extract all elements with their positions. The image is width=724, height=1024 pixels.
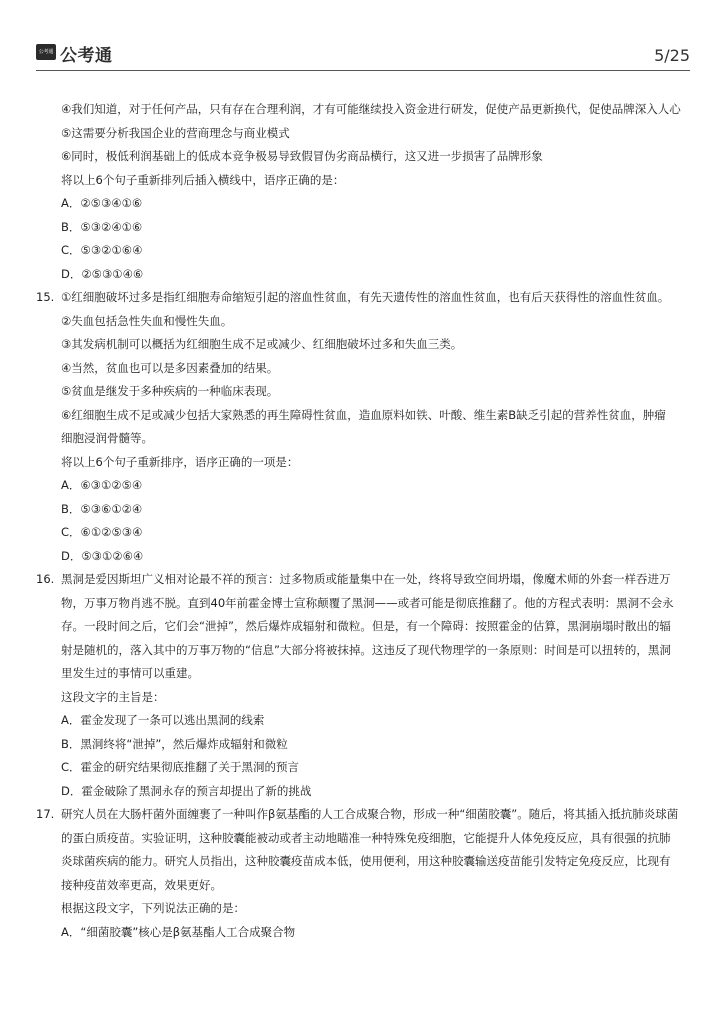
option-b: B．⑤③②④①⑥ [61, 219, 143, 234]
passage-line: 射是随机的，落入其中的万事万物的“信息”大部分将被抹掉。这违反了现代物理学的一条原则：时间是可以扭转的，黑洞 [61, 642, 671, 657]
passage-line: 接种疫苗效率更高，效果更好。 [61, 877, 222, 892]
question-16 [36, 568, 690, 803]
brand-logo-icon: 公考通 [36, 44, 56, 60]
option-d: D．⑤③①②⑥④ [61, 548, 144, 563]
option-a: A．霍金发现了一条可以逃出黑洞的线索 [61, 713, 265, 727]
page-header [36, 40, 690, 71]
passage-line: 研究人员在大肠杆菌外面缠裹了一种叫作β氨基酯的人工合成聚合物，形成一种“细菌胶囊”。随后，将其插入抵抗肺炎球菌 [61, 807, 679, 821]
passage-line: 炎球菌疾病的能力。研究人员指出，这种胶囊疫苗成本低，使用便利，用这种胶囊输送疫苗能引发特定免疫反应，比现有 [61, 854, 671, 868]
option-c: C．霍金的研究结果彻底推翻了关于黑洞的预言 [61, 760, 300, 774]
passage-line: 存。一段时间之后，它们会“泄掉”，然后爆炸成辐射和微粒。但是，有一个障碍：按照霍金的估算，黑洞崩塌时散出的辐 [61, 619, 671, 633]
question-number: 15. [36, 290, 55, 304]
option-a: A．②⑤③④①⑥ [61, 196, 143, 210]
question-number: 17. [36, 807, 55, 821]
question-17 [36, 803, 690, 944]
sentence-5: ⑤这需要分析我国企业的营商理念与商业模式 [61, 125, 290, 140]
passage-line: 里发生过的事情可以重建。 [61, 666, 199, 680]
document-body [36, 98, 690, 944]
sentence-4: ④我们知道，对于任何产品，只有存在合理利润，才有可能继续投入资金进行研发，促使产品更新换代，促使品牌深入人心 [61, 102, 681, 116]
question-prompt: 这段文字的主旨是： [61, 689, 165, 704]
option-a: A．⑥③①②⑤④ [61, 478, 143, 492]
sentence-6: ⑥同时，极低利润基础上的低成本竞争极易导致假冒伪劣商品横行，这又进一步损害了品牌形象 [61, 149, 543, 163]
sentence-3: ③其发病机制可以概括为红细胞生成不足或减少、红细胞破坏过多和失血三类。 [61, 337, 463, 351]
question-prompt: 将以上6个句子重新排序，语序正确的一项是： [61, 454, 299, 469]
option-d: D．霍金破除了黑洞永存的预言却提出了新的挑战 [61, 783, 312, 798]
sentence-6-cont: 细胞浸润骨髓等。 [61, 431, 153, 445]
page-number: 5/25 [654, 46, 690, 65]
question-prompt: 将以上6个句子重新排列后插入横线中，语序正确的是： [61, 172, 345, 187]
option-d: D．②⑤③①④⑥ [61, 266, 144, 281]
question-number: 16. [36, 572, 55, 586]
question-15 [36, 286, 690, 568]
sentence-1: ①红细胞破坏过多是指红细胞寿命缩短引起的溶血性贫血，有先天遗传性的溶血性贫血，也有后天获得性的溶血性贫血。 [61, 290, 670, 304]
option-b: B．黑洞终将“泄掉”，然后爆炸成辐射和微粒 [61, 736, 288, 751]
option-c: C．⑤③②①⑥④ [61, 243, 143, 257]
brand-name: 公考通 [60, 46, 113, 66]
sentence-6: ⑥红细胞生成不足或减少包括大家熟悉的再生障碍性贫血，造血原料如铁、叶酸、维生素B缺乏引起的营养性贫血，肿瘤 [61, 407, 666, 422]
passage-line: 的蛋白质疫苗。实验证明，这种胶囊能被动或者主动地瞄准一种特殊免疫细胞，它能提升人体免疫反应，具有很强的抗肺 [61, 830, 671, 845]
question-prompt: 根据这段文字，下列说法正确的是： [61, 901, 245, 915]
option-c: C．⑥①②⑤③④ [61, 525, 143, 539]
sentence-5: ⑤贫血是继发于多种疾病的一种临床表现。 [61, 384, 279, 398]
sentence-4: ④当然，贫血也可以是多因素叠加的结果。 [61, 360, 279, 375]
passage-line: 黑洞是爱因斯坦广义相对论最不祥的预言：过多物质或能量集中在一处，终将导致空间坍塌，像魔术师的外套一样吞进万 [61, 572, 671, 586]
sentence-2: ②失血包括急性失血和慢性失血。 [61, 313, 233, 328]
passage-line: 物，万事万物肖逃不脱。直到40年前霍金博士宣称颠覆了黑洞——或者可能是彻底推翻了。他的方程式表明：黑洞不会永 [61, 595, 674, 610]
option-a: A．“细菌胶囊”核心是β氨基酯人工合成聚合物 [61, 924, 296, 939]
option-b: B．⑤③⑥①②④ [61, 501, 143, 516]
